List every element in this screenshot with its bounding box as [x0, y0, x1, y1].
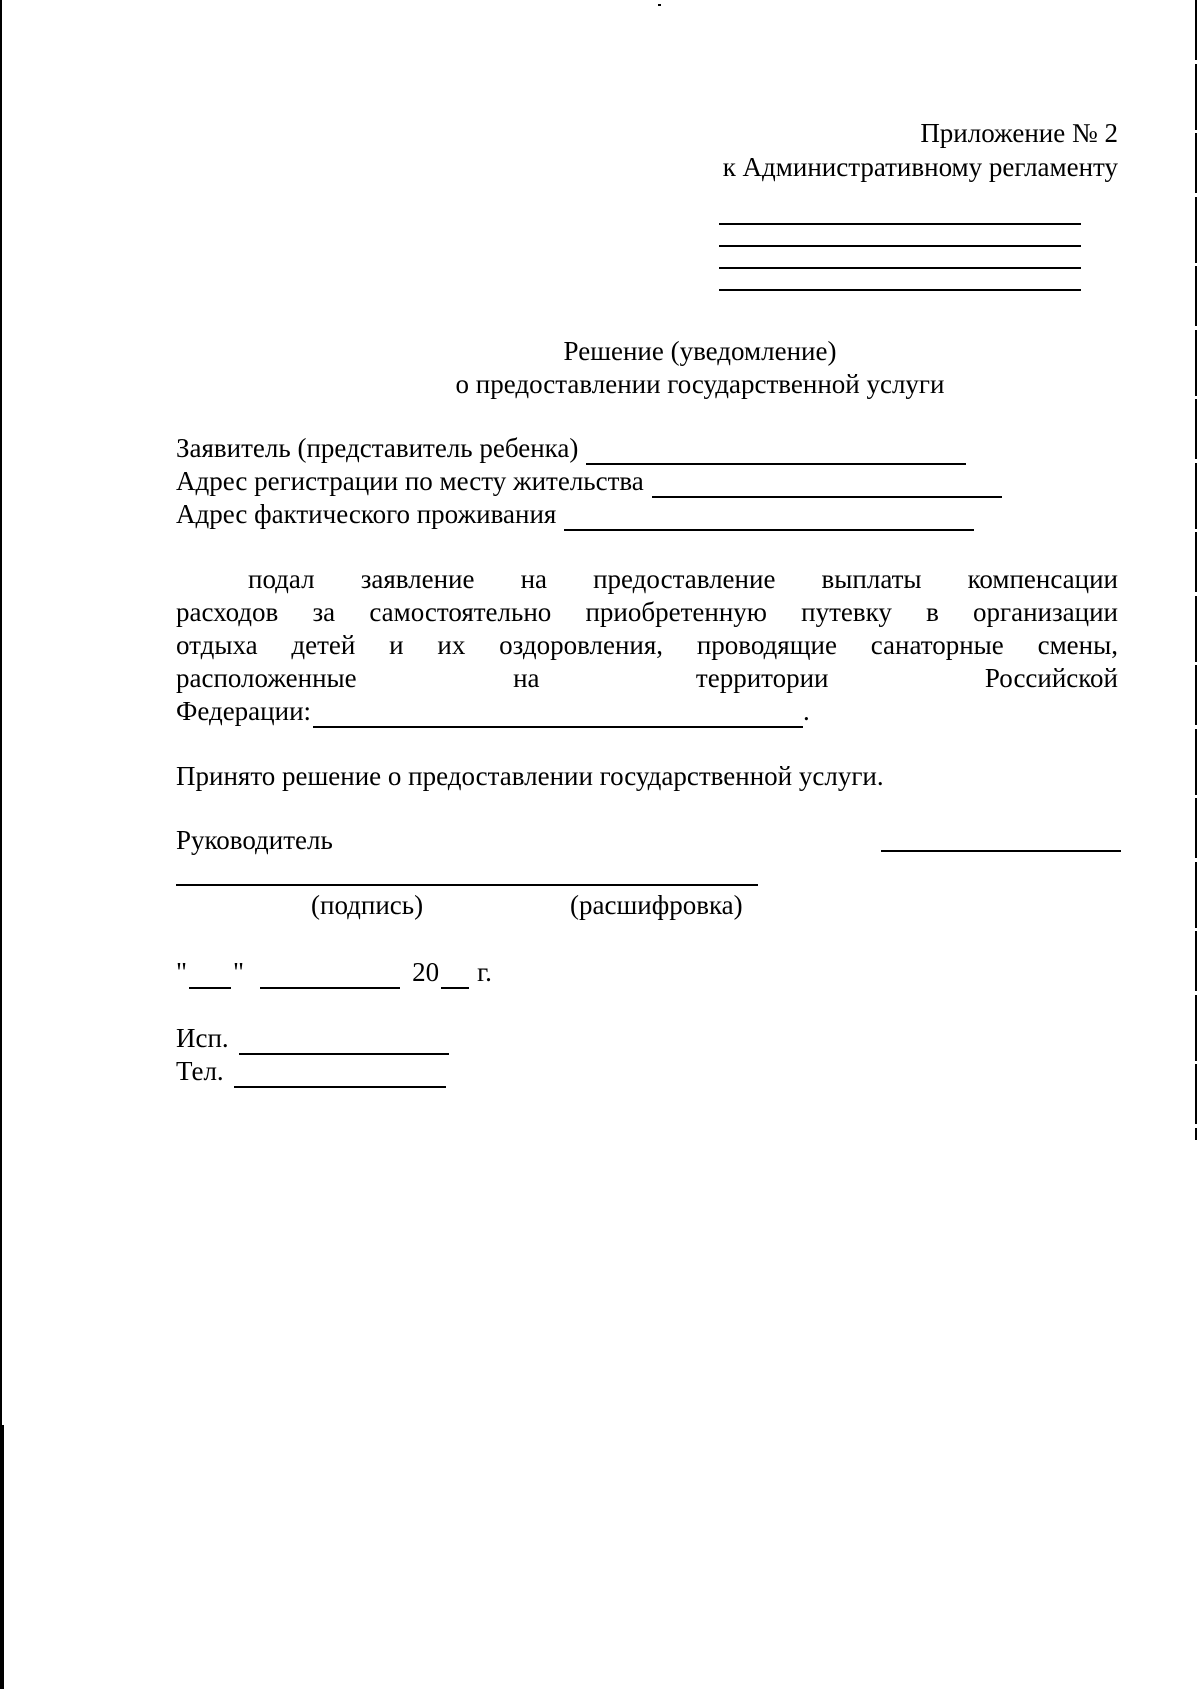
federation-label: Федерации: [176, 696, 312, 726]
paragraph-line: расходов за самостоятельно приобретенную путевку в организации [176, 597, 1118, 627]
scan-speck [658, 4, 661, 6]
paragraph-line: подал заявление на предоставление выплаты компенсации [248, 564, 1118, 594]
application-paragraph [176, 563, 1118, 695]
title-line-2: о предоставлении государственной услуги [455, 369, 945, 399]
year-prefix: 20 [412, 957, 440, 987]
year-suffix: г. [477, 957, 492, 987]
executor-row [176, 1022, 449, 1055]
addressee-line[interactable] [719, 223, 1081, 225]
date-open-quote: " [176, 957, 188, 987]
signature-blank[interactable] [176, 884, 758, 886]
phone-row [176, 1055, 449, 1088]
actual-address-blank[interactable] [564, 503, 974, 531]
executor-blank[interactable] [239, 1027, 449, 1055]
registration-address-row [176, 465, 1002, 498]
scan-border-left-bottom [0, 1425, 4, 1689]
day-blank[interactable] [189, 963, 231, 989]
phone-label: Тел. [176, 1056, 224, 1086]
phone-blank[interactable] [234, 1060, 446, 1088]
decode-caption: (расшифровка) [570, 890, 743, 920]
decision-text: Принято решение о предоставлении государственной услуги. [176, 761, 884, 791]
executor-label: Исп. [176, 1023, 229, 1053]
year-blank[interactable] [441, 963, 469, 989]
month-blank[interactable] [260, 963, 400, 989]
executor-block [176, 1022, 449, 1088]
paragraph-line: расположенные на территории Российской [176, 663, 1118, 693]
applicant-fields [176, 432, 1002, 531]
head-label: Руководитель [176, 825, 333, 855]
addressee-line[interactable] [719, 289, 1081, 291]
date-row [176, 956, 492, 989]
registration-address-label: Адрес регистрации по месту жительства [176, 466, 644, 496]
paragraph-line: отдыха детей и их оздоровления, проводящие санаторные смены, [176, 630, 1118, 660]
scan-border-right [1195, 0, 1197, 1140]
addressee-line[interactable] [719, 245, 1081, 247]
addressee-line[interactable] [719, 267, 1081, 269]
date-close-quote: " [233, 957, 245, 987]
document-title [320, 335, 1080, 401]
applicant-row [176, 432, 1002, 465]
registration-address-blank[interactable] [652, 470, 1002, 498]
actual-address-label: Адрес фактического проживания [176, 499, 557, 529]
annex-number: Приложение № 2 [920, 118, 1118, 148]
federation-row [176, 695, 810, 728]
federation-blank[interactable] [313, 700, 803, 728]
applicant-label: Заявитель (представитель ребенка) [176, 433, 579, 463]
annex-header [723, 116, 1118, 184]
actual-address-row [176, 498, 1002, 531]
title-line-1: Решение (уведомление) [563, 336, 837, 366]
addressee-blank-lines [719, 223, 1081, 311]
head-blank[interactable] [881, 850, 1121, 852]
annex-reference: к Административному регламенту [722, 152, 1118, 182]
applicant-blank[interactable] [586, 437, 966, 465]
federation-period: . [803, 696, 810, 726]
signature-caption: (подпись) [311, 890, 424, 920]
